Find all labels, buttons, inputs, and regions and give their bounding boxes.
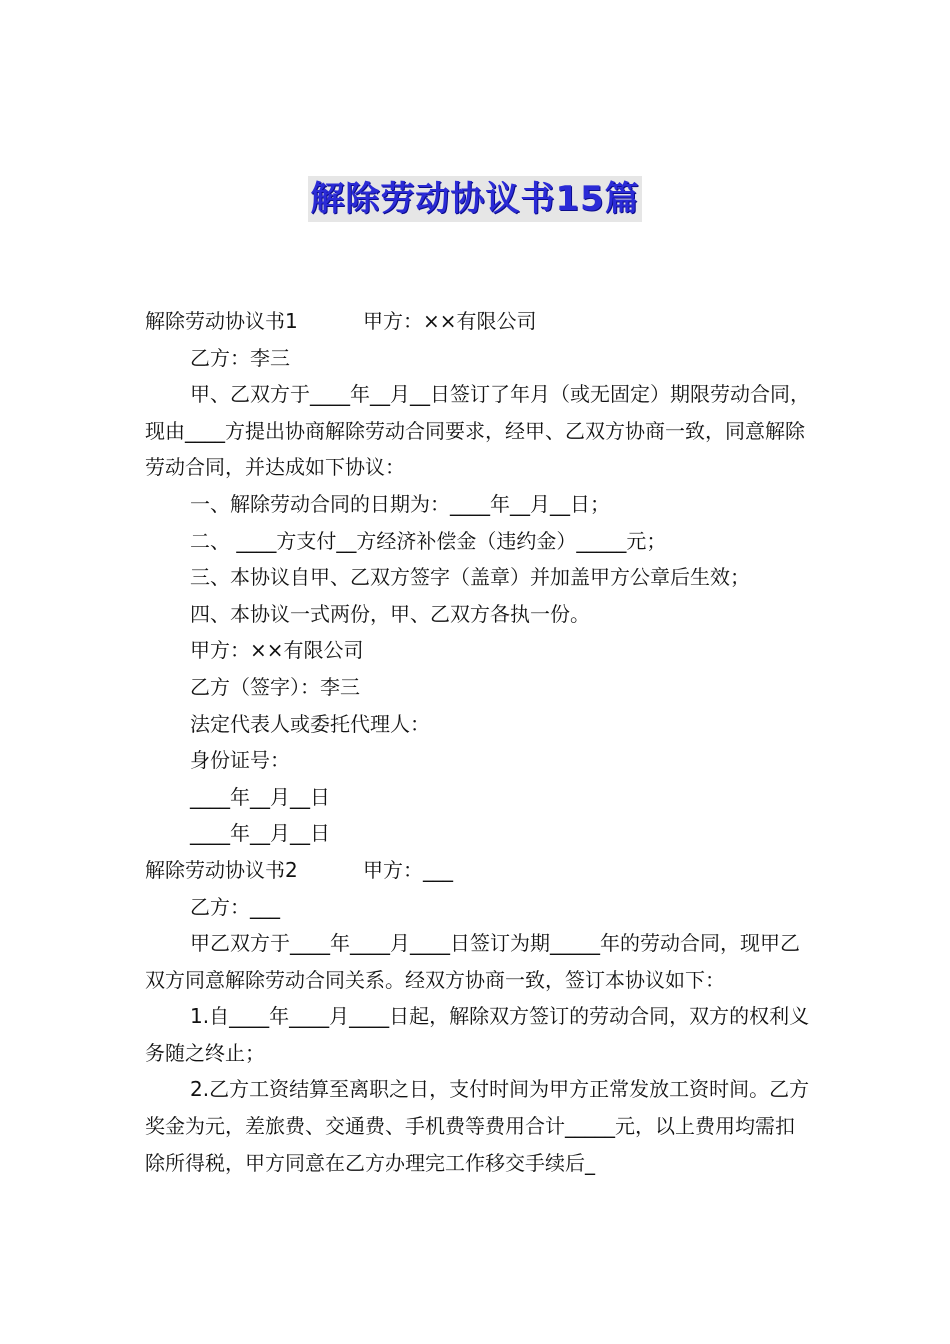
agreement1-date2: ____年__月__日	[190, 821, 330, 846]
agreement2-item1: 1.自____年____月____日起，解除双方签订的劳动合同，双方的权利义务随之终止；	[145, 1004, 810, 1065]
agreement1-item2: 二、 ____方支付__方经济补偿金（违约金）_____元；	[190, 528, 667, 553]
agreement1-party-a: 甲方：××有限公司	[363, 309, 537, 333]
agreement1-item1: 一、解除劳动合同的日期为：____年__月__日；	[190, 491, 610, 516]
agreement1-heading-row	[145, 303, 810, 340]
agreement2-intro: 甲乙双方于____年____月____日签订为期_____年的劳动合同，现甲乙双方同意解除劳动合同关系。经双方协商一致，签订本协议如下：	[145, 931, 800, 992]
agreement1-sign-b: 乙方（签字）：李三	[190, 674, 360, 699]
agreement2-party-b: 乙方：___	[190, 894, 280, 919]
agreement1-id-no: 身份证号：	[190, 748, 290, 773]
agreement1-party-b: 乙方：李三	[190, 345, 290, 370]
agreement2-heading: 解除劳动协议书2	[145, 857, 298, 882]
agreement1-item3: 三、本协议自甲、乙双方签字（盖章）并加盖甲方公章后生效；	[190, 565, 750, 590]
agreement1-legal-rep: 法定代表人或委托代理人：	[190, 711, 430, 736]
agreement1-date1: ____年__月__日	[190, 784, 330, 809]
document-title: 解除劳动协议书15篇	[308, 176, 641, 222]
agreement1-sign-a: 甲方：××有限公司	[190, 638, 364, 663]
agreement2-item2: 2.乙方工资结算至离职之日，支付时间为甲方正常发放工资时间。乙方奖金为元，差旅费、交通费、手机费等费用合计_____元，以上费用均需扣除所得税，甲方同意在乙方办理完工作移交手续后_	[145, 1077, 810, 1175]
title-block	[0, 176, 950, 222]
agreement2-party-a: 甲方：___	[363, 857, 453, 882]
agreement2-heading-row	[145, 852, 810, 889]
document-body	[145, 303, 810, 1181]
agreement1-item4: 四、本协议一式两份，甲、乙双方各执一份。	[190, 601, 590, 626]
agreement1-intro: 甲、乙双方于____年__月__日签订了年月（或无固定）期限劳动合同，现由____方提出协商解除劳动合同要求，经甲、乙双方协商一致，同意解除劳动合同，并达成如下协议：	[145, 382, 810, 480]
agreement1-heading: 解除劳动协议书1	[145, 309, 298, 333]
